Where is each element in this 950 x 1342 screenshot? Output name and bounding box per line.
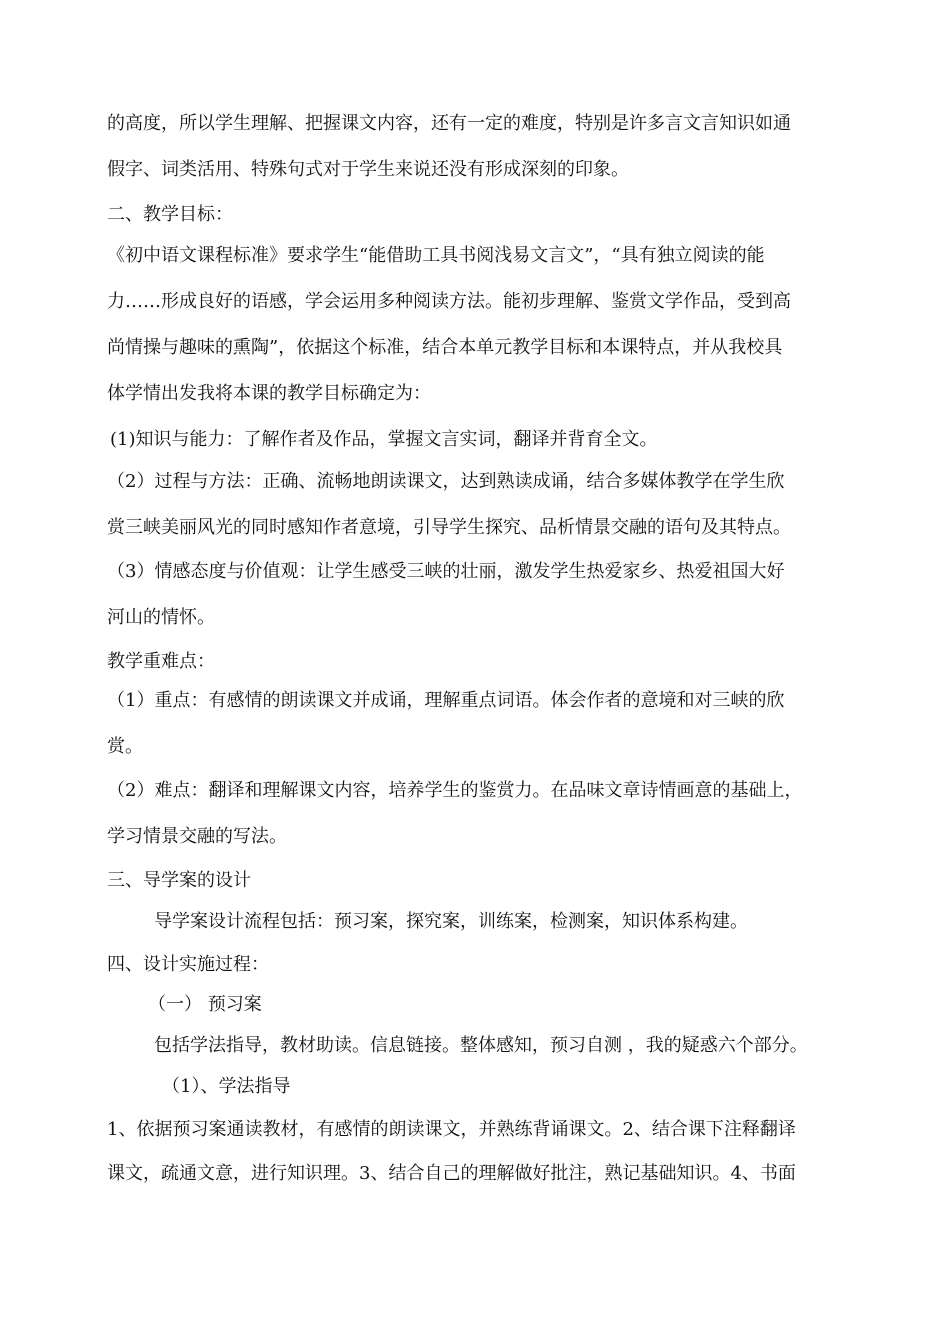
text-line: （2）过程与方法：正确、流畅地朗读课文，达到熟读成诵，结合多媒体教学在学生欣	[107, 471, 785, 492]
text-line: 包括学法指导，教材助读。信息链接。整体感知，预习自测 ，我的疑惑六个部分。	[154, 1035, 808, 1056]
subsection-heading: （一） 预习案	[148, 994, 262, 1015]
text-line: 赏三峡美丽风光的同时感知作者意境，引导学生探究、品析情景交融的语句及其特点。	[107, 517, 791, 538]
text-line: 假字、词类活用、特殊句式对于学生来说还没有形成深刻的印象。	[107, 159, 629, 180]
text-line: 的高度，所以学生理解、把握课文内容，还有一定的难度，特别是许多言文言知识如通	[107, 113, 791, 134]
text-line: 《初中语文课程标准》要求学生“能借助工具书阅浅易文言文”，“具有独立阅读的能	[107, 245, 765, 266]
text-line: 1、依据预习案通读教材，有感情的朗读课文，并熟练背诵课文。2、结合课下注释翻译	[107, 1119, 796, 1140]
section-heading: 二、教学目标：	[107, 204, 233, 225]
text-line: (1)知识与能力：了解作者及作品，掌握文言实词，翻译并背育全文。	[110, 429, 658, 450]
text-line: 学习情景交融的写法。	[107, 826, 287, 847]
text-line: 课文，疏通文意，进行知识理。3、结合自己的理解做好批注，熟记基础知识。4、书面	[107, 1163, 796, 1184]
text-line: 赏。	[107, 736, 143, 757]
text-line: 河山的情怀。	[107, 607, 215, 628]
text-line: （1）重点：有感情的朗读课文并成诵，理解重点词语。体会作者的意境和对三峡的欣	[107, 690, 785, 711]
text-line: （2）难点：翻译和理解课文内容，培养学生的鉴赏力。在品味文章诗情画意的基础上，	[107, 780, 803, 801]
text-line: 体学情出发我将本课的教学目标确定为：	[107, 383, 431, 404]
text-line: 尚情操与趣味的熏陶”，依据这个标准，结合本单元教学目标和本课特点，并从我校具	[107, 337, 783, 358]
section-heading: 教学重难点：	[107, 651, 215, 672]
section-heading: 四、设计实施过程：	[107, 954, 269, 975]
text-line: （3）情感态度与价值观：让学生感受三峡的壮丽，激发学生热爱家乡、热爱祖国大好	[107, 561, 785, 582]
text-line: 力……形成良好的语感，学会运用多种阅读方法。能初步理解、鉴赏文学作品，受到高	[107, 291, 791, 312]
text-line: 导学案设计流程包括：预习案，探究案，训练案，检测案，知识体系构建。	[154, 911, 748, 932]
subsection-heading: （1）、学法指导	[162, 1076, 291, 1097]
section-heading: 三、导学案的设计	[107, 870, 251, 891]
